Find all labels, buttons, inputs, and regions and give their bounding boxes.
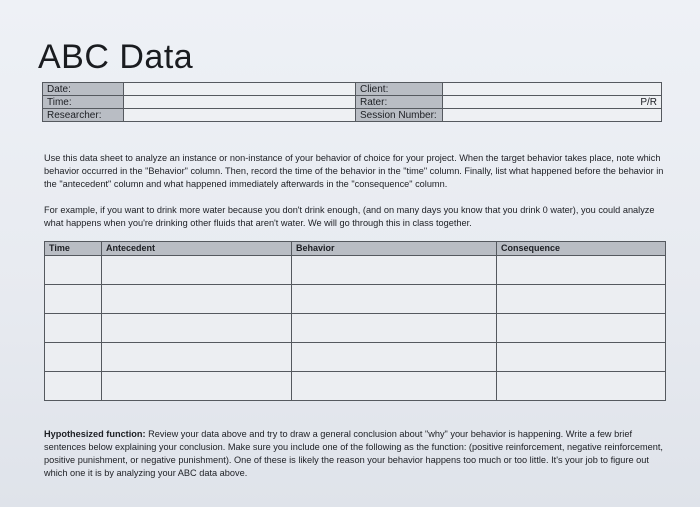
column-header-time: Time [45, 242, 102, 256]
antecedent-cell[interactable] [102, 343, 292, 372]
consequence-cell[interactable] [497, 372, 666, 401]
consequence-cell[interactable] [497, 343, 666, 372]
hypothesis-text: Review your data above and try to draw a general conclusion about "why" your behavior is happening. Write a few brief sentences below explaining your conclusion. Make sure you include one of the following as the function: (positive reinforcement, negative reinforcement, positive punishment, or negative punishment). One of these is likely the reason your behavior happens too much or too little. It's your job to figure out which one it is by analyzing your ABC data above. [44, 429, 663, 478]
consequence-cell[interactable] [497, 256, 666, 285]
header-row-researcher [43, 109, 662, 122]
hypothesis-label: Hypothesized function: [44, 429, 146, 439]
session-number-label: Session Number: [356, 109, 443, 122]
date-label: Date: [43, 83, 124, 96]
antecedent-cell[interactable] [102, 372, 292, 401]
time-cell[interactable] [45, 256, 102, 285]
column-header-behavior: Behavior [292, 242, 497, 256]
header-row-time [43, 96, 662, 109]
example-paragraph: For example, if you want to drink more water because you don't drink enough, (and on many days you know that you drink 0 water), you could analyze what happens when you're drinking other fluids that aren't water. We will go through this in class together. [44, 205, 655, 228]
time-cell[interactable] [45, 285, 102, 314]
session-number-field[interactable] [443, 109, 662, 122]
header-fields-table [42, 82, 662, 122]
hypothesis-paragraph [44, 428, 664, 480]
antecedent-cell[interactable] [102, 285, 292, 314]
behavior-cell[interactable] [292, 372, 497, 401]
time-cell[interactable] [45, 343, 102, 372]
instructions-paragraph: Use this data sheet to analyze an instance or non-instance of your behavior of choice for your project. When the target behavior takes place, note which behavior occurred in the "Behavior" column. Then, record the time of the behavior in the "time" column. Finally, list what happened before the behavior in the "antecedent" column and what happened immediately afterwards in the "consequence" column. [44, 153, 664, 189]
behavior-cell[interactable] [292, 285, 497, 314]
abc-data-table [44, 241, 666, 401]
table-row [45, 285, 666, 314]
table-row [45, 256, 666, 285]
antecedent-cell[interactable] [102, 256, 292, 285]
column-header-antecedent: Antecedent [102, 242, 292, 256]
behavior-cell[interactable] [292, 343, 497, 372]
antecedent-cell[interactable] [102, 314, 292, 343]
behavior-cell[interactable] [292, 256, 497, 285]
time-cell[interactable] [45, 372, 102, 401]
researcher-field[interactable] [124, 109, 356, 122]
table-row [45, 314, 666, 343]
column-header-consequence: Consequence [497, 242, 666, 256]
date-field[interactable] [124, 83, 356, 96]
header-row-date [43, 83, 662, 96]
rater-label: Rater: [356, 96, 443, 109]
table-row [45, 343, 666, 372]
time-cell[interactable] [45, 314, 102, 343]
consequence-cell[interactable] [497, 285, 666, 314]
behavior-cell[interactable] [292, 314, 497, 343]
client-field[interactable] [443, 83, 662, 96]
rater-field[interactable]: P/R [443, 96, 662, 109]
client-label: Client: [356, 83, 443, 96]
time-label: Time: [43, 96, 124, 109]
page-title: ABC Data [38, 38, 194, 76]
table-row [45, 372, 666, 401]
consequence-cell[interactable] [497, 314, 666, 343]
time-field[interactable] [124, 96, 356, 109]
abc-header-row [45, 242, 666, 256]
researcher-label: Researcher: [43, 109, 124, 122]
